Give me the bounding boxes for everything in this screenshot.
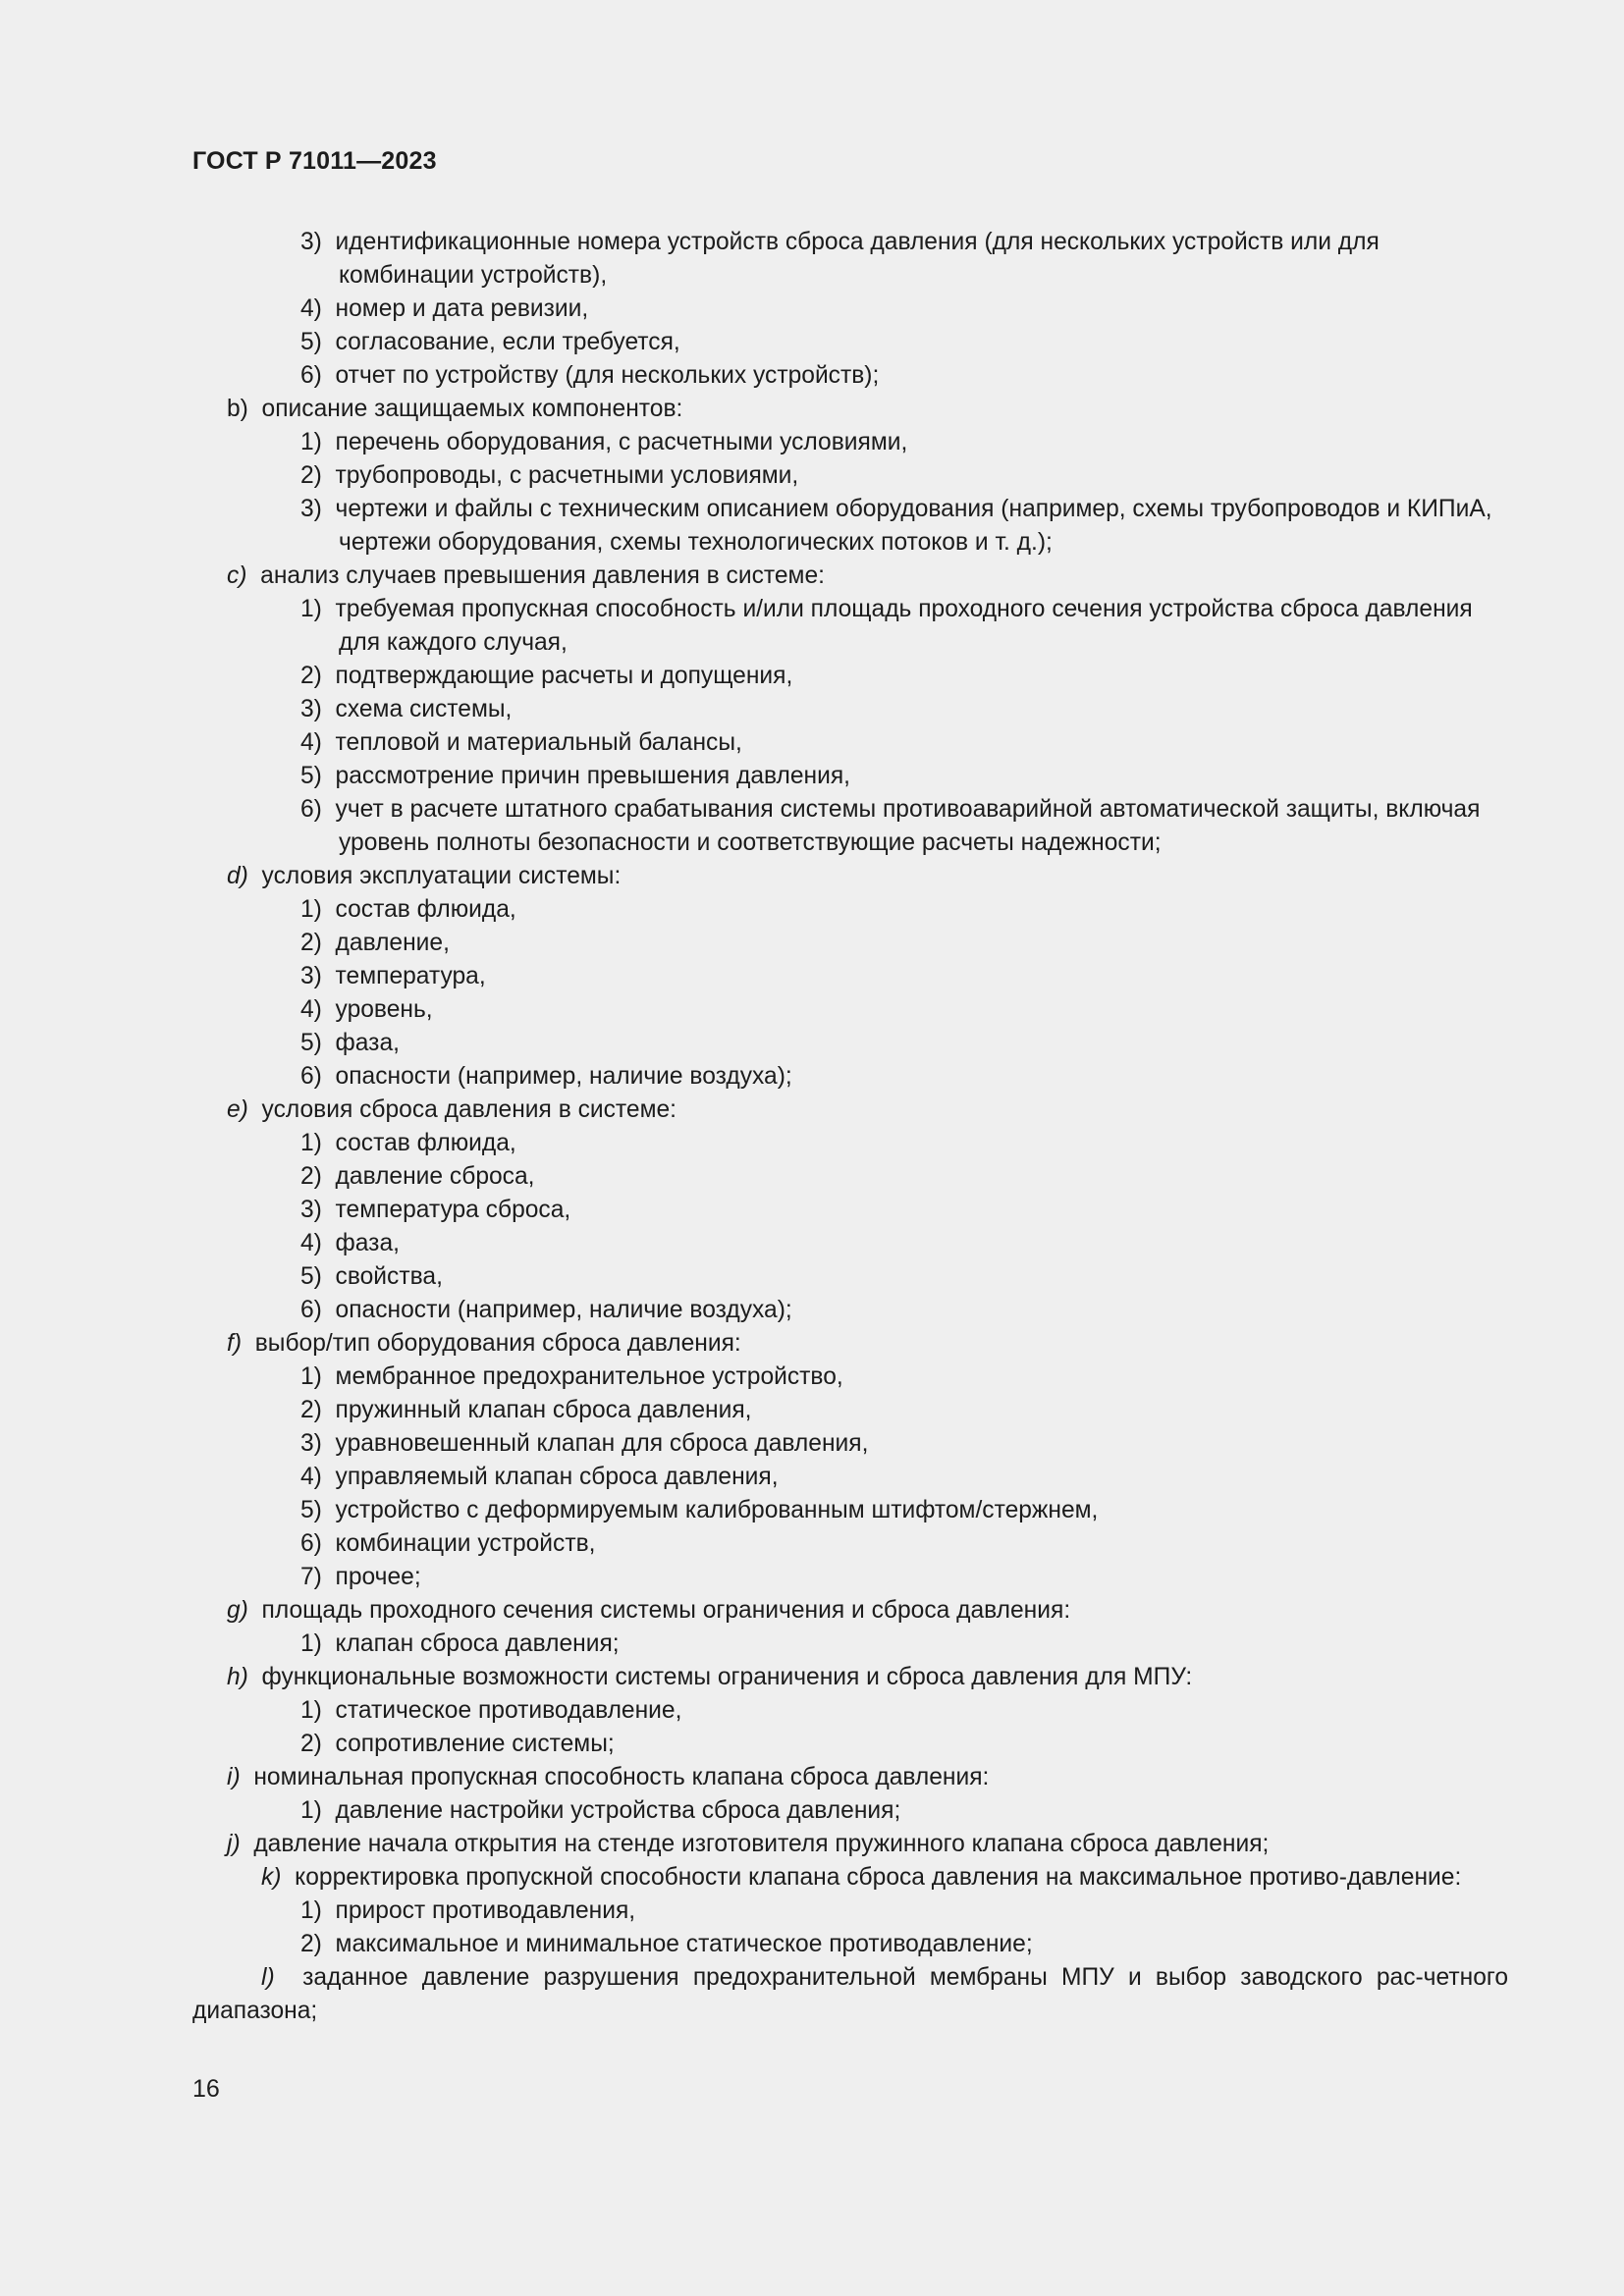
- document-body: [192, 226, 1508, 2028]
- list-item: [192, 1661, 1508, 1694]
- list-item: [192, 1961, 1508, 2028]
- sub-list-item: [192, 493, 1508, 560]
- list-marker: h): [227, 1664, 248, 1690]
- list-marker: 2): [300, 1931, 322, 1957]
- list-text: площадь проходного сечения системы ограничения и сброса давления:: [261, 1597, 1071, 1624]
- list-text: давление настройки устройства сброса давления;: [335, 1797, 901, 1824]
- list-text: давление начала открытия на стенде изготовителя пружинного клапана сброса давления;: [253, 1831, 1270, 1857]
- list-text: учет в расчете штатного срабатывания системы противоаварийной автоматической защиты, включая уровень полноты безопасности и соответствующие расчеты надежности;: [335, 796, 1481, 856]
- list-text: температура,: [335, 963, 486, 989]
- list-text: мембранное предохранительное устройство,: [335, 1363, 843, 1390]
- list-marker: 3): [300, 1430, 322, 1457]
- list-text: рассмотрение причин превышения давления,: [335, 763, 851, 789]
- sub-list-item: [192, 226, 1508, 293]
- list-text: требуемая пропускная способность и/или площадь проходного сечения устройства сброса давления для каждого случая,: [335, 596, 1473, 656]
- list-item: [192, 393, 1508, 426]
- list-marker: g): [227, 1597, 248, 1624]
- sub-list-item: [192, 793, 1508, 860]
- document-header: ГОСТ Р 71011—2023: [192, 147, 437, 175]
- sub-list-item: [192, 293, 1508, 326]
- list-marker: 3): [300, 496, 322, 522]
- sub-list-item: [192, 1928, 1508, 1961]
- list-text: идентификационные номера устройств сброса давления (для нескольких устройств или для комбинации устройств),: [335, 229, 1380, 289]
- list-text: состав флюида,: [335, 1130, 516, 1156]
- list-text: опасности (например, наличие воздуха);: [335, 1063, 792, 1090]
- sub-list-item: [192, 1494, 1508, 1527]
- sub-list-item: [192, 1628, 1508, 1661]
- list-text: условия сброса давления в системе:: [261, 1096, 677, 1123]
- sub-list-item: [192, 960, 1508, 993]
- sub-list-item: [192, 993, 1508, 1027]
- list-marker: 2): [300, 930, 322, 956]
- list-text: отчет по устройству (для нескольких устройств);: [335, 362, 880, 389]
- sub-list-item: [192, 1561, 1508, 1594]
- list-marker: 2): [300, 663, 322, 689]
- list-marker: 3): [300, 1197, 322, 1223]
- sub-list-item: [192, 893, 1508, 927]
- sub-list-item: [192, 1294, 1508, 1327]
- list-item: [192, 1761, 1508, 1794]
- list-text: номер и дата ревизии,: [335, 295, 589, 322]
- sub-list-item: [192, 660, 1508, 693]
- list-text: согласование, если требуется,: [335, 329, 680, 355]
- list-text: устройство с деформируемым калиброванным штифтом/стержнем,: [335, 1497, 1099, 1523]
- sub-list-item: [192, 1260, 1508, 1294]
- list-text: корректировка пропускной способности клапана сброса давления на максимальное противо-давление:: [295, 1864, 1462, 1891]
- list-marker: 3): [300, 696, 322, 722]
- list-text: опасности (например, наличие воздуха);: [335, 1297, 792, 1323]
- list-text: тепловой и материальный балансы,: [335, 729, 742, 756]
- list-text: максимальное и минимальное статическое противодавление;: [335, 1931, 1033, 1957]
- sub-list-item: [192, 1194, 1508, 1227]
- sub-list-item: [192, 927, 1508, 960]
- sub-list-item: [192, 1427, 1508, 1461]
- list-item: [192, 1828, 1508, 1861]
- sub-list-item: [192, 1527, 1508, 1561]
- list-marker: 6): [300, 1063, 322, 1090]
- sub-list-item: [192, 326, 1508, 359]
- list-text: сопротивление системы;: [335, 1731, 615, 1757]
- list-text: управляемый клапан сброса давления,: [335, 1464, 779, 1490]
- list-marker: f): [227, 1330, 243, 1357]
- sub-list-item: [192, 459, 1508, 493]
- list-marker: 2): [300, 1731, 322, 1757]
- list-marker: 7): [300, 1564, 322, 1590]
- sub-list-item: [192, 1060, 1508, 1094]
- sub-list-item: [192, 726, 1508, 760]
- sub-list-item: [192, 760, 1508, 793]
- list-marker: 1): [300, 1130, 322, 1156]
- list-text: описание защищаемых компонентов:: [261, 396, 683, 422]
- sub-list-item: [192, 1361, 1508, 1394]
- sub-list-item: [192, 1127, 1508, 1160]
- sub-list-item: [192, 1728, 1508, 1761]
- list-text: чертежи и файлы с техническим описанием оборудования (например, схемы трубопроводов и КИПиА, чертежи оборудования, схемы технологических потоков и т. д.);: [335, 496, 1492, 556]
- list-marker: 1): [300, 1897, 322, 1924]
- list-text: клапан сброса давления;: [335, 1630, 620, 1657]
- list-marker: 2): [300, 462, 322, 489]
- list-marker: 2): [300, 1163, 322, 1190]
- list-marker: 4): [300, 295, 322, 322]
- list-marker: 5): [300, 763, 322, 789]
- list-text: трубопроводы, с расчетными условиями,: [335, 462, 799, 489]
- list-marker: j): [227, 1831, 241, 1857]
- list-marker: 5): [300, 329, 322, 355]
- sub-list-item: [192, 1027, 1508, 1060]
- list-text: анализ случаев превышения давления в системе:: [260, 562, 825, 589]
- list-marker: k): [261, 1864, 282, 1891]
- list-marker: 1): [300, 1363, 322, 1390]
- list-marker: 4): [300, 729, 322, 756]
- list-marker: 5): [300, 1030, 322, 1056]
- list-marker: 2): [300, 1397, 322, 1423]
- list-item: [192, 1094, 1508, 1127]
- list-marker: 5): [300, 1497, 322, 1523]
- list-text: уравновешенный клапан для сброса давления,: [335, 1430, 869, 1457]
- list-text: температура сброса,: [335, 1197, 571, 1223]
- list-marker: 6): [300, 796, 322, 823]
- list-text: схема системы,: [335, 696, 513, 722]
- list-marker: 1): [300, 596, 322, 622]
- list-text: прочее;: [335, 1564, 421, 1590]
- list-text: свойства,: [335, 1263, 443, 1290]
- sub-list-item: [192, 359, 1508, 393]
- sub-list-item: [192, 1694, 1508, 1728]
- list-text: фаза,: [335, 1030, 400, 1056]
- list-marker: 3): [300, 229, 322, 255]
- list-marker: e): [227, 1096, 248, 1123]
- list-marker: 6): [300, 362, 322, 389]
- list-marker: 4): [300, 996, 322, 1023]
- list-marker: 3): [300, 963, 322, 989]
- list-text: комбинации устройств,: [335, 1530, 596, 1557]
- list-text: перечень оборудования, с расчетными условиями,: [335, 429, 908, 455]
- page-number: 16: [192, 2075, 220, 2103]
- list-text: выбор/тип оборудования сброса давления:: [254, 1330, 741, 1357]
- list-text: подтверждающие расчеты и допущения,: [335, 663, 793, 689]
- list-marker: 6): [300, 1297, 322, 1323]
- list-text: фаза,: [335, 1230, 400, 1256]
- list-text: пружинный клапан сброса давления,: [335, 1397, 752, 1423]
- list-marker: 4): [300, 1464, 322, 1490]
- list-marker: l): [261, 1964, 275, 1991]
- list-marker: 6): [300, 1530, 322, 1557]
- list-text: номинальная пропускная способность клапана сброса давления:: [253, 1764, 990, 1790]
- list-text: давление сброса,: [335, 1163, 535, 1190]
- sub-list-item: [192, 593, 1508, 660]
- list-marker: b): [227, 396, 248, 422]
- list-text: статическое противодавление,: [335, 1697, 682, 1724]
- list-marker: 1): [300, 429, 322, 455]
- list-text: условия эксплуатации системы:: [261, 863, 622, 889]
- list-item: [192, 560, 1508, 593]
- sub-list-item: [192, 1794, 1508, 1828]
- sub-list-item: [192, 426, 1508, 459]
- list-marker: 5): [300, 1263, 322, 1290]
- list-marker: d): [227, 863, 248, 889]
- list-text: давление,: [335, 930, 450, 956]
- list-marker: i): [227, 1764, 241, 1790]
- sub-list-item: [192, 1227, 1508, 1260]
- list-item: [192, 1327, 1508, 1361]
- list-marker: 1): [300, 1630, 322, 1657]
- list-item: [192, 1594, 1508, 1628]
- list-item: [192, 860, 1508, 893]
- sub-list-item: [192, 1895, 1508, 1928]
- list-marker: 1): [300, 1697, 322, 1724]
- list-marker: c): [227, 562, 247, 589]
- sub-list-item: [192, 1160, 1508, 1194]
- list-marker: 1): [300, 896, 322, 923]
- list-marker: 4): [300, 1230, 322, 1256]
- list-text: состав флюида,: [335, 896, 516, 923]
- sub-list-item: [192, 693, 1508, 726]
- sub-list-item: [192, 1394, 1508, 1427]
- list-marker: 1): [300, 1797, 322, 1824]
- list-text: уровень,: [335, 996, 433, 1023]
- list-item: [192, 1861, 1508, 1895]
- list-text: функциональные возможности системы ограничения и сброса давления для МПУ:: [261, 1664, 1193, 1690]
- sub-list-item: [192, 1461, 1508, 1494]
- list-text: заданное давление разрушения предохранительной мембраны МПУ и выбор заводского рас-четного диапазона;: [192, 1964, 1508, 2024]
- list-text: прирост противодавления,: [335, 1897, 636, 1924]
